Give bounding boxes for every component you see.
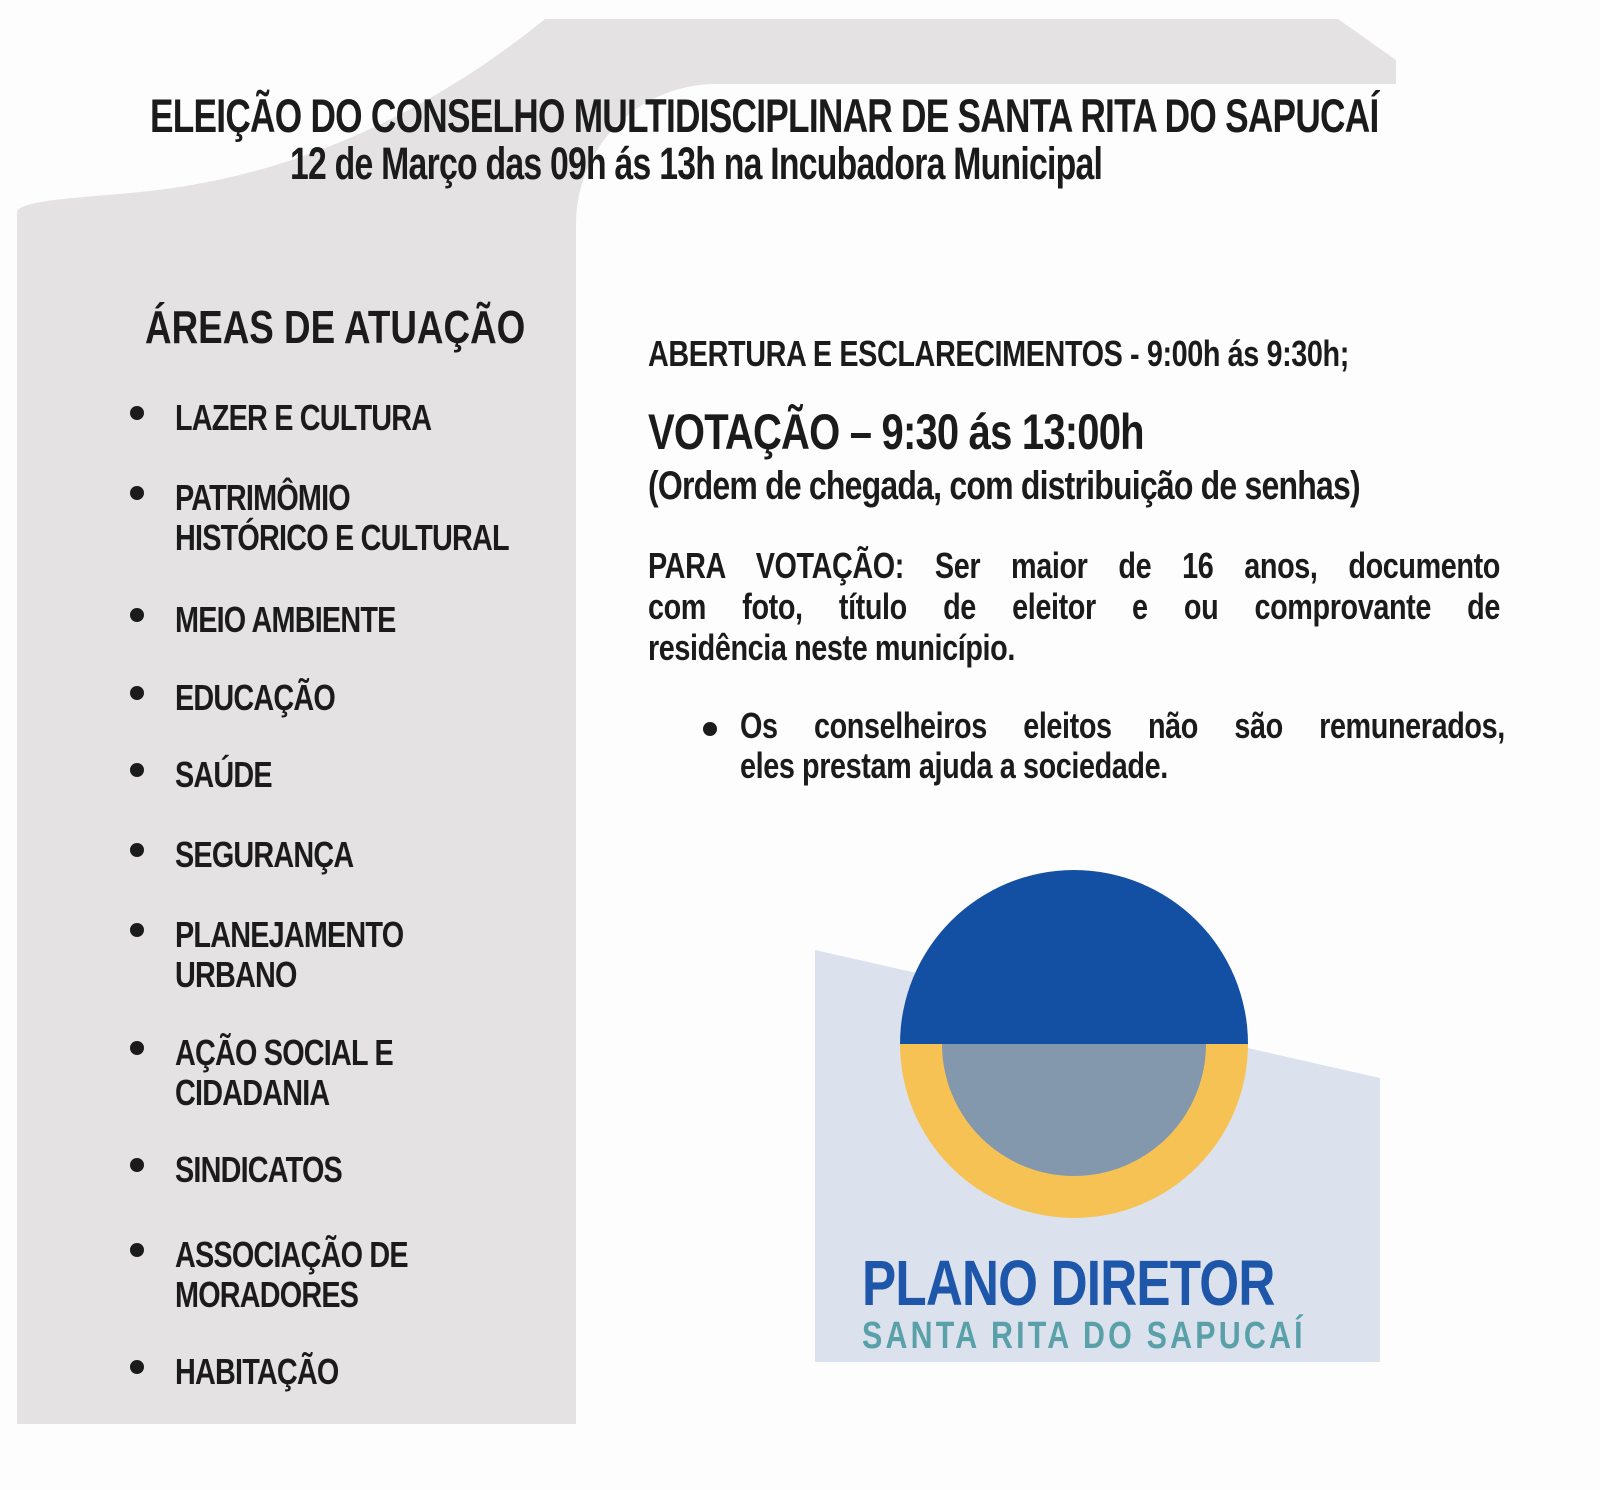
logo-subtitle: SANTA RITA DO SAPUCAÍ — [862, 1315, 1306, 1357]
bullet-icon — [130, 763, 144, 777]
list-item — [175, 1033, 393, 1113]
list-item — [175, 915, 403, 995]
bullet-icon — [130, 486, 144, 500]
flyer-title-line2: 12 de Março das 09h ás 13h na Incubadora Municipal — [290, 138, 1103, 189]
list-item-label: URBANO — [175, 954, 297, 995]
list-item-label: PLANEJAMENTO — [175, 914, 404, 955]
list-item-label: EDUCAÇÃO — [175, 677, 336, 718]
bullet-icon — [130, 406, 144, 420]
opening-hours-text: ABERTURA E ESCLARECIMENTOS - 9:00h ás 9:30h; — [648, 333, 1349, 374]
note-line: eles prestam ajuda a sociedade. — [740, 745, 1168, 786]
list-item-label: HABITAÇÃO — [175, 1351, 339, 1392]
requirements-line: residência neste município. — [648, 627, 1015, 668]
list-item — [175, 398, 431, 438]
sidebar-heading: ÁREAS DE ATUAÇÃO — [145, 301, 526, 353]
flyer-title-line1: ELEIÇÃO DO CONSELHO MULTIDISCIPLINAR DE SANTA RITA DO SAPUCAÍ — [150, 89, 1379, 142]
requirements-line: PARA VOTAÇÃO: Ser maior de 16 anos, documento — [648, 545, 1500, 586]
councilors-note — [740, 706, 1505, 786]
bullet-icon — [130, 686, 144, 700]
requirements-line: com foto, título de eleitor e ou comprovante de — [648, 586, 1500, 627]
list-item-label: LAZER E CULTURA — [175, 397, 432, 438]
list-item — [175, 1352, 338, 1392]
bullet-icon — [130, 1158, 144, 1172]
list-item-label: SINDICATOS — [175, 1149, 342, 1190]
list-item-label: PATRIMÔMIO — [175, 477, 350, 518]
voting-note: (Ordem de chegada, com distribuição de senhas) — [648, 464, 1360, 508]
bullet-icon — [130, 1360, 144, 1374]
list-item — [175, 755, 272, 795]
list-item-label: MEIO AMBIENTE — [175, 599, 396, 640]
logo-title: PLANO DIRETOR — [862, 1247, 1275, 1319]
logo-circle-top — [900, 870, 1248, 1044]
bullet-icon — [130, 608, 144, 622]
bullet-icon — [130, 1243, 144, 1257]
list-item — [175, 835, 353, 875]
list-item-label: ASSOCIAÇÃO DE — [175, 1234, 408, 1275]
bullet-icon — [130, 1041, 144, 1055]
list-item — [175, 1150, 342, 1190]
bullet-icon — [703, 722, 717, 736]
list-item — [175, 600, 396, 640]
list-item — [175, 1235, 408, 1315]
list-item-label: SAÚDE — [175, 754, 272, 795]
list-item-label: SEGURANÇA — [175, 834, 354, 875]
list-item — [175, 478, 509, 558]
voting-heading: VOTAÇÃO – 9:30 ás 13:00h — [648, 404, 1144, 460]
voting-requirements-paragraph — [648, 545, 1500, 668]
list-item — [175, 678, 335, 718]
list-item-label: CIDADANIA — [175, 1072, 330, 1113]
bullet-icon — [130, 923, 144, 937]
note-line: Os conselheiros eleitos não são remunerados, — [740, 705, 1505, 746]
list-item-label: AÇÃO SOCIAL E — [175, 1032, 393, 1073]
list-item-label: HISTÓRICO E CULTURAL — [175, 517, 509, 558]
bullet-icon — [130, 843, 144, 857]
list-item-label: MORADORES — [175, 1274, 359, 1315]
